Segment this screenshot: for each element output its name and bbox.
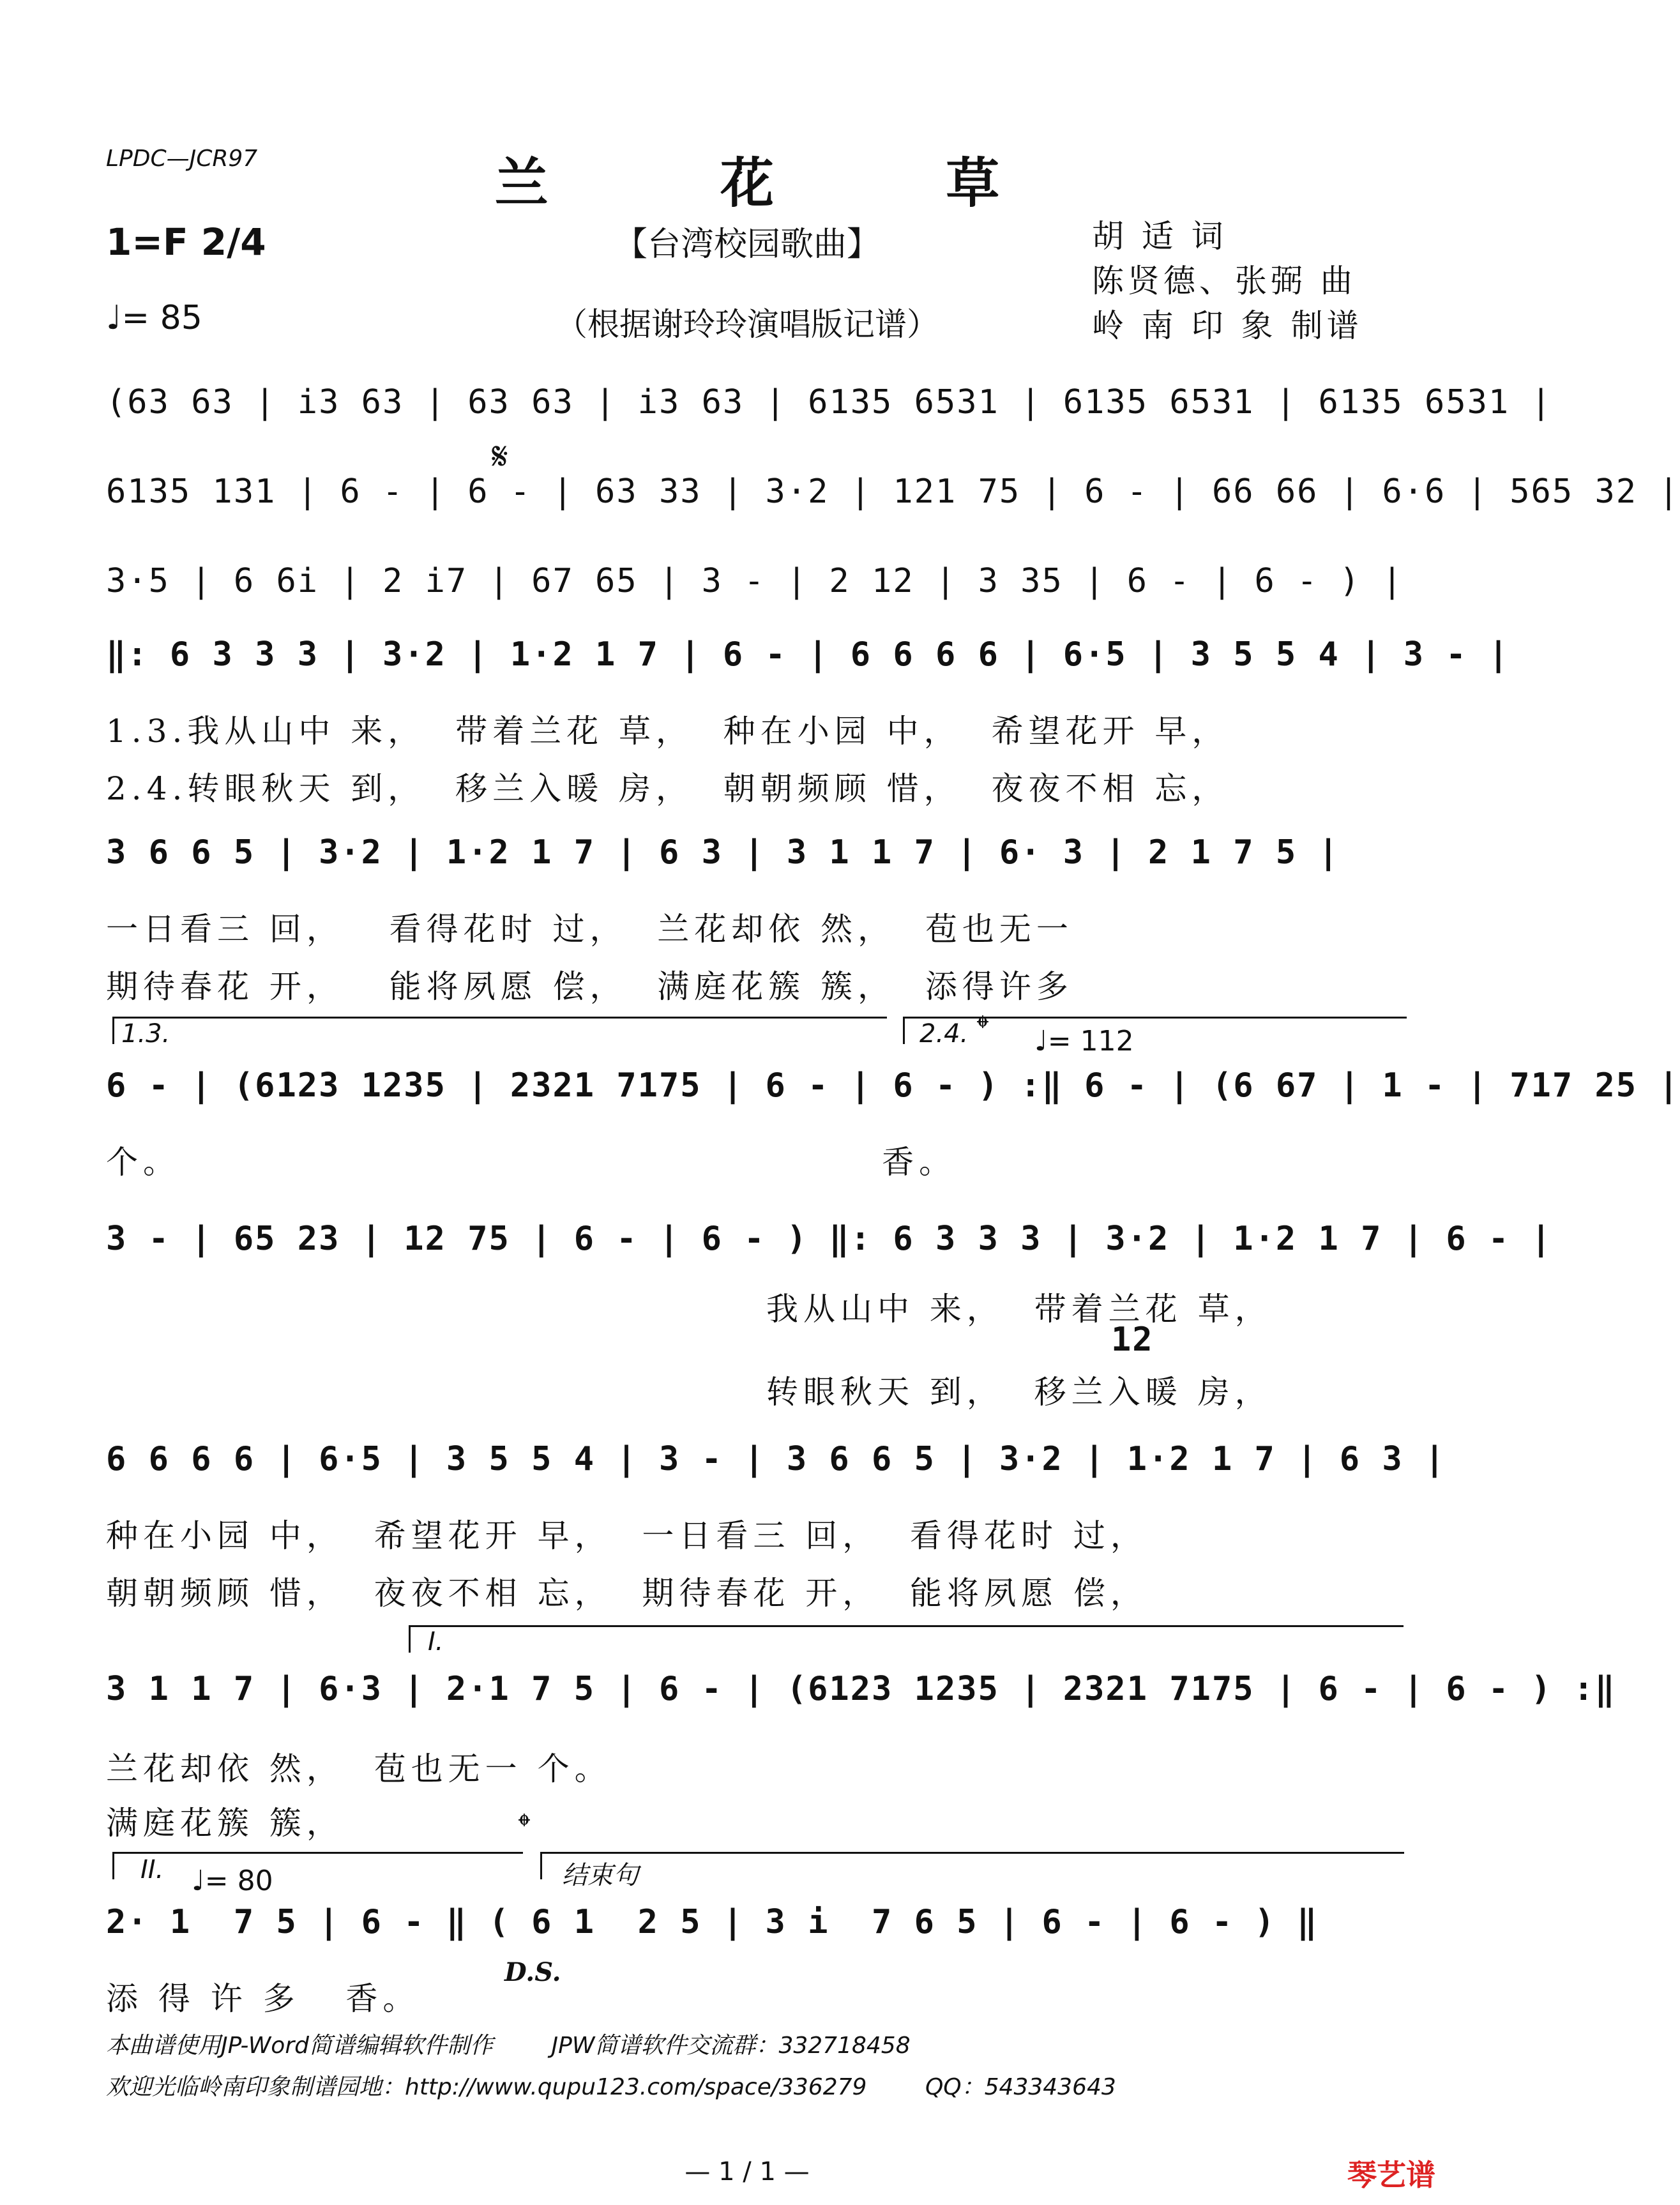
lyric-line-8b: 朝朝频顾 惜， 夜夜不相 忘， 期待春花 开， 能将夙愿 偿， (106, 1575, 1147, 1612)
volta-label-II: II. (140, 1855, 164, 1884)
footer-software-note: 本曲谱使用JP-Word简谱编辑软件制作 JPW简谱软件交流群：332718458 (106, 2033, 911, 2059)
lyric-line-7a: 我从山中 来， 带着兰花 草， (766, 1291, 1272, 1328)
volta-label-24: 2.4. (919, 1019, 969, 1049)
lyric-line-4a: 1.3.我从山中 来， 带着兰花 草， 种在小园 中， 希望花开 早， (106, 713, 1229, 750)
staff-line-1: (63 63 | i3 63 | 63 63 | i3 63 | 6135 6531 | 6135 6531 | 6135 6531 | (106, 383, 1552, 421)
volta-bracket-13 (112, 1017, 887, 1044)
volta-bracket-I (409, 1625, 1404, 1653)
song-title: 兰 花 草 (494, 151, 1077, 215)
lyric-line-8a: 种在小园 中， 希望花开 早， 一日看三 回， 看得花时 过， (106, 1517, 1147, 1554)
lyric-line-6: 个。 香。 (106, 1144, 957, 1181)
volta-label-I: I. (428, 1627, 444, 1656)
lyric-line-5a: 一日看三 回， 看得花时 过， 兰花却依 然， 苞也无一 (106, 911, 1073, 948)
lyric-line-4b: 2.4.转眼秋天 到， 移兰入暖 房， 朝朝频顾 惜， 夜夜不相 忘， (106, 770, 1229, 807)
staff-line-4: ‖: 6 3 3 3 | 3·2 | 1·2 1 7 | 6 - | 6 6 6 6 | 6·5 | 3 5 5 4 | 3 - | (106, 635, 1510, 674)
lyric-line-9b: 满庭花簇 簇， (106, 1805, 344, 1842)
key-signature: 1=F 2/4 (106, 220, 266, 264)
ending-bracket (540, 1852, 1404, 1879)
staff-line-7: 3 - | 65 23 | 12 75 | 6 - | 6 - ) ‖: 6 3 3 3 | 3·2 | 1·2 1 7 | 6 - | (106, 1220, 1552, 1258)
footer-website-note: 欢迎光临岭南印象制谱园地：http://www.qupu123.com/space/336279 QQ：543343643 (106, 2074, 1116, 2100)
staff-line-2: 6135 131 | 6 - | 6 - | 63 33 | 3·2 | 121 75 | 6 - | 66 66 | 6·6 | 565 32 | (106, 473, 1680, 511)
lyric-line-10: 添 得 许 多 香。 (106, 1980, 420, 2017)
dal-segno: D.S. (504, 1957, 561, 1987)
lyric-line-5b: 期待春花 开， 能将夙愿 偿， 满庭花簇 簇， 添得许多 (106, 968, 1073, 1005)
volta-label-13: 1.3. (121, 1019, 170, 1049)
tempo-marking: ♩= 85 (106, 299, 202, 337)
tempo-80: ♩= 80 (192, 1865, 273, 1897)
lyric-line-7b: 转眼秋天 到， 移兰入暖 房， (766, 1374, 1272, 1411)
staff-line-3: 3·5 | 6 6i | 2 i7 | 67 65 | 3 - | 2 12 | 3 35 | 6 - | 6 - ) | (106, 562, 1404, 600)
staff-line-10: 2· 1 7 5 | 6 - ‖ ( 6 1 2 5 | 3 i 7 6 5 | 6 - | 6 - ) ‖ (106, 1903, 1319, 1941)
arranger-credit: 岭 南 印 象 制谱 (1092, 307, 1363, 344)
song-subtitle: 【台湾校园歌曲】 (614, 225, 880, 264)
volta-bracket-II (112, 1852, 523, 1879)
composer-credit: 陈贤德、张弼 曲 (1092, 262, 1356, 299)
coda-sign-2: 𝄌 (518, 1807, 530, 1845)
staff-line-8: 6 6 6 6 | 6·5 | 3 5 5 4 | 3 - | 3 6 6 5 | 3·2 | 1·2 1 7 | 6 3 | (106, 1440, 1446, 1478)
site-logo: 琴艺谱 (1347, 2158, 1435, 2192)
coda-sign-1: 𝄌 (977, 1009, 988, 1047)
staff-line-6: 6 - | (6123 1235 | 2321 7175 | 6 - | 6 - ) :‖ 6 - | (6 67 | 1 - | 717 25 | (106, 1066, 1680, 1105)
alt-notes-12: 12 (1111, 1321, 1154, 1359)
segno-sign: 𝄋 (492, 434, 508, 479)
transcription-note: （根据谢玲玲演唱版记谱） (556, 306, 939, 343)
lyric-line-9a: 兰花却依 然， 苞也无一 个。 (106, 1750, 612, 1787)
staff-line-9: 3 1 1 7 | 6·3 | 2·1 7 5 | 6 - | (6123 1235 | 2321 7175 | 6 - | 6 - ) :‖ (106, 1670, 1616, 1708)
staff-line-5: 3 6 6 5 | 3·2 | 1·2 1 7 | 6 3 | 3 1 1 7 | 6· 3 | 2 1 7 5 | (106, 833, 1340, 872)
ending-label: 结束句 (562, 1861, 639, 1890)
score-code: LPDC—JCR97 (106, 146, 258, 172)
tempo-112: ♩= 112 (1034, 1025, 1134, 1057)
lyricist-credit: 胡 适 词 (1092, 218, 1227, 255)
page-number: — 1 / 1 — (685, 2157, 810, 2186)
